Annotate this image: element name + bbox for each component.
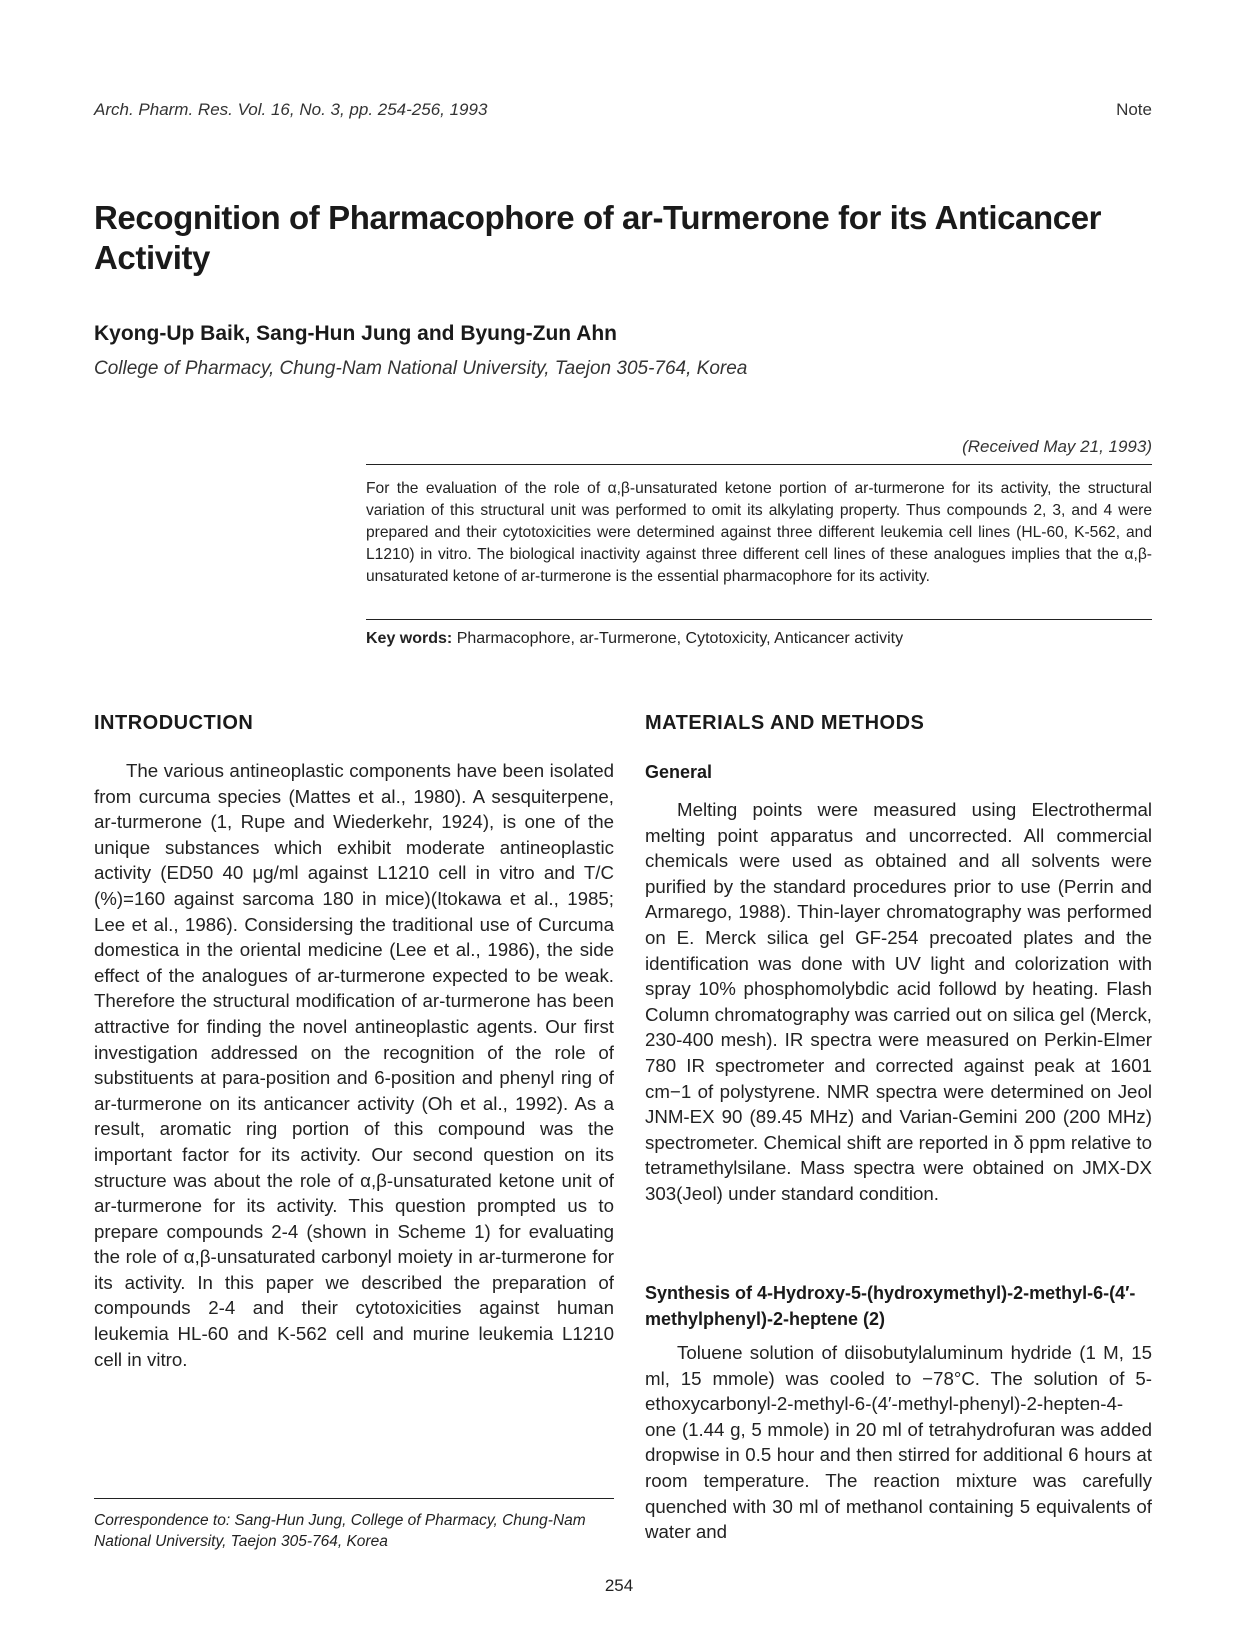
received-date: (Received May 21, 1993) xyxy=(962,437,1152,456)
general-paragraph: Melting points were measured using Electrothermal melting point apparatus and uncorrected. All commercial chemicals were used as obtained and all solvents were purified by the standard procedures prior to use (Perrin and Armarego, 1988). Thin-layer chromatography was performed on E. Merck silica gel GF-254 precoated plates and the identification was done with UV light and colorization with spray 10% phosphomolybdic acid followd by heating. Flash Column chromatography was carried out on silica gel (Merck, 230-400 mesh). IR spectra were measured on Perkin-Elmer 780 IR spectrometer and corrected against peak at 1601 cm−1 of polystyrene. NMR spectra were determined on Jeol JNM-EX 90 (89.45 MHz) and Varian-Gemini 200 (200 MHz) spectrometer. Chemical shift are reported in δ ppm relative to tetramethylsilane. Mass spectra were obtained on JMX-DX 303(Jeol) under standard condition. xyxy=(645,799,1152,1204)
introduction-paragraph: The various antineoplastic components have been isolated from curcuma species (Mattes et al., 1980). A sesquiterpene, ar-turmerone (1, Rupe and Wiederkehr, 1924), is one of the unique substances which exhibit moderate antineoplastic activity (ED50 40 μg/ml against L1210 cell in vitro and T/C (%)=160 against sarcoma 180 in mice)(Itokawa et al., 1985; Lee et al., 1986). Considersing the traditional use of Curcuma domestica in the oriental medicine (Lee et al., 1986), the side effect of the analogues of ar-turmerone expected to be weak. Therefore the structural modification of ar-turmerone has been attractive for finding the novel antineoplastic agents. Our first investigation addressed on the recognition of the role of substituents at para-position and 6-position and phenyl ring of ar-turmerone on its anticancer activity (Oh et al., 1992). As a result, aromatic ring portion of this compound was the important factor for its activity. Our second question on its structure was about the role of α,β-unsaturated ketone unit of ar-turmerone for its activity. This question prompted us to prepare compounds 2-4 (shown in Scheme 1) for evaluating the role of α,β-unsaturated carbonyl moiety in ar-turmerone for its activity. In this paper we described the preparation of compounds 2-4 and their cytotoxicities against human leukemia HL-60 and K-562 cell and murine leukemia L1210 cell in vitro. xyxy=(94,760,614,1370)
synthesis-heading: Synthesis of 4-Hydroxy-5-(hydroxymethyl)-2-methyl-6-(4′-methylphenyl)-2-heptene (2) xyxy=(645,1283,1136,1329)
keywords-label: Key words: xyxy=(366,630,453,647)
introduction-body xyxy=(94,758,614,1372)
introduction-heading: INTRODUCTION xyxy=(94,712,254,734)
keywords-text: Pharmacophore, ar-Turmerone, Cytotoxicity, Anticancer activity xyxy=(456,630,904,647)
paper-title: Recognition of Pharmacophore of ar-Turmerone for its Anticancer Activity xyxy=(94,199,1102,277)
journal-citation: Arch. Pharm. Res. Vol. 16, No. 3, pp. 254-256, 1993 xyxy=(94,100,488,119)
footnote-rule xyxy=(94,1498,614,1499)
abstract: For the evaluation of the role of α,β-unsaturated ketone portion of ar-turmerone for its activity, the structural variation of this structural unit was performed to omit its alkylating property. Thus compounds 2, 3, and 4 were prepared and their cytotoxicities were determined against three different leukemia cell lines (HL-60, K-562, and L1210) in vitro. The biological inactivity against three different cell lines of these analogues implies that the α,β-unsaturated ketone of ar-turmerone is the essential pharmacophore for its activity. xyxy=(366,480,1152,585)
general-body xyxy=(645,797,1152,1207)
methods-heading: MATERIALS AND METHODS xyxy=(645,712,925,734)
abstract-bottom-rule xyxy=(366,619,1152,620)
keywords xyxy=(366,630,1152,648)
general-heading: General xyxy=(645,762,713,782)
footnote-text: Correspondence to: Sang-Hun Jung, College of Pharmacy, Chung-Nam National University, Taejon 305-764, Korea xyxy=(94,1512,586,1550)
synthesis-paragraph: Toluene solution of diisobutylaluminum hydride (1 M, 15 ml, 15 mmole) was cooled to −78°C. The solution of 5-ethoxycarbonyl-2-methyl-6-(4′-methyl-phenyl)-2-hepten-4-one (1.44 g, 5 mmole) in 20 ml of tetrahydrofuran was added dropwise in 0.5 hour and then stirred for additional 6 hours at room temperature. The reaction mixture was carefully quenched with 30 ml of methanol containing 5 equivalents of water and xyxy=(645,1342,1152,1543)
page-number: 254 xyxy=(604,1576,634,1595)
section-label: Note xyxy=(1116,100,1152,119)
affiliation: College of Pharmacy, Chung-Nam National University, Taejon 305-764, Korea xyxy=(94,358,748,379)
footnote xyxy=(94,1510,614,1552)
synthesis-body xyxy=(645,1340,1152,1545)
authors: Kyong-Up Baik, Sang-Hun Jung and Byung-Zun Ahn xyxy=(94,322,618,345)
abstract-top-rule xyxy=(366,464,1152,465)
